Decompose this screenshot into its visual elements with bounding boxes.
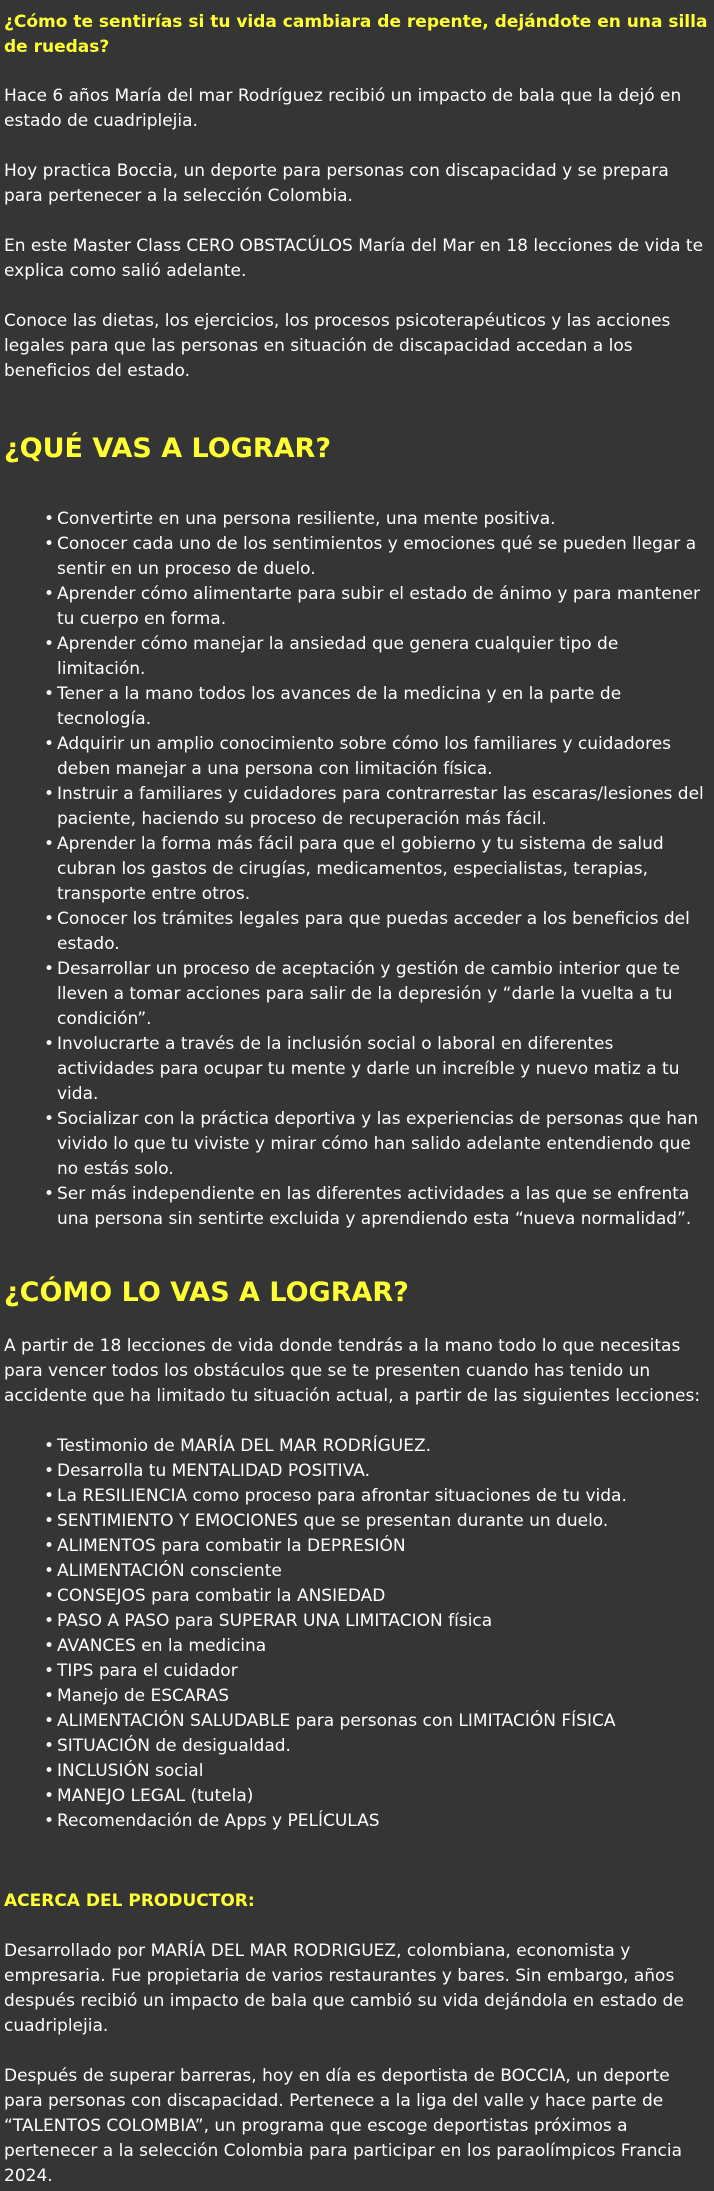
lesson-item: • PASO A PASO para SUPERAR UNA LIMITACION física [44,1609,710,1634]
logro-item: • Aprender la forma más fácil para que el gobierno y tu sistema de salud cubran los gastos de cirugías, medicamentos, especialistas, terapias, transporte entre otros. [44,832,710,907]
lesson-item: • ALIMENTACIÓN consciente [44,1559,710,1584]
lesson-item: • ALIMENTACIÓN SALUDABLE para personas con LIMITACIÓN FÍSICA [44,1709,710,1734]
logros-heading: ¿QUÉ VAS A LOGRAR? [4,433,331,464]
como-heading: ¿CÓMO LO VAS A LOGRAR? [4,1277,409,1308]
lesson-item: • INCLUSIÓN social [44,1759,710,1784]
logro-item: • Socializar con la práctica deportiva y las experiencias de personas que han vivido lo que tu viviste y mirar cómo han salido adelante entendiendo que no estás solo. [44,1107,710,1182]
lesson-item: • Testimonio de MARÍA DEL MAR RODRÍGUEZ. [44,1434,710,1459]
lesson-item: • TIPS para el cuidador [44,1659,710,1684]
logro-item: • Aprender cómo manejar la ansiedad que genera cualquier tipo de limitación. [44,632,710,682]
intro-paragraph: En este Master Class CERO OBSTACÚLOS María del Mar en 18 lecciones de vida te explica como salió adelante. [4,236,704,281]
logro-item: • Convertirte en una persona resiliente, una mente positiva. [44,507,710,532]
lesson-item: • Manejo de ESCARAS [44,1684,710,1709]
intro-paragraph: Conoce las dietas, los ejercicios, los procesos psicoterapéuticos y las acciones legales para que las personas en situación de discapacidad accedan a los beneficios del estado. [4,311,671,381]
intro-paragraph: Hoy practica Boccia, un deporte para personas con discapacidad y se prepara para pertenecer a la selección Colombia. [4,161,669,206]
logro-item: • Conocer los trámites legales para que puedas acceder a los beneficios del estado. [44,907,710,957]
como-intro: A partir de 18 lecciones de vida donde tendrás a la mano todo lo que necesitas para vencer todos los obstáculos que se te presenten cuando has tenido un accidente que ha limitado tu situación actual, a partir de las siguientes lecciones: [4,1336,701,1406]
logro-item: • Instruir a familiares y cuidadores para contrarrestar las escaras/lesiones del paciente, haciendo su proceso de recuperación más fácil. [44,782,710,832]
lesson-item: • SENTIMIENTO Y EMOCIONES que se presentan durante un duelo. [44,1509,710,1534]
logro-item: • Desarrollar un proceso de aceptación y gestión de cambio interior que te lleven a tomar acciones para salir de la depresión y “darle la vuelta a tu condición”. [44,957,710,1032]
lesson-item: • Desarrolla tu MENTALIDAD POSITIVA. [44,1459,710,1484]
logros-list [4,507,710,1232]
lead-question: ¿Cómo te sentirías si tu vida cambiara de repente, dejándote en una silla de ruedas? [4,12,708,57]
productor-paragraph: Después de superar barreras, hoy en día es deportista de BOCCIA, un deporte para personas con discapacidad. Pertenece a la liga del valle y hace parte de “TALENTOS COLOMBIA”, un programa que escoge deportistas próximos a pertenecer a la selección Colombia para participar en los paraolímpicos Francia 2024. [4,2066,682,2186]
lesson-item: • La RESILIENCIA como proceso para afrontar situaciones de tu vida. [44,1484,710,1509]
intro-paragraph: Hace 6 años María del mar Rodríguez recibió un impacto de bala que la dejó en estado de cuadriplejia. [4,86,682,131]
lesson-item: • SITUACIÓN de desigualdad. [44,1734,710,1759]
logro-item: • Tener a la mano todos los avances de la medicina y en la parte de tecnología. [44,682,710,732]
logro-item: • Adquirir un amplio conocimiento sobre cómo los familiares y cuidadores deben manejar a una persona con limitación física. [44,732,710,782]
logro-item: • Ser más independiente en las diferentes actividades a las que se enfrenta una persona sin sentirte excluida y aprendiendo esta “nueva normalidad”. [44,1182,710,1232]
logro-item: • Involucrarte a través de la inclusión social o laboral en diferentes actividades para ocupar tu mente y darle un increíble y nuevo matiz a tu vida. [44,1032,710,1107]
lessons-list [4,1434,710,1834]
lesson-item: • AVANCES en la medicina [44,1634,710,1659]
logro-item: • Conocer cada uno de los sentimientos y emociones qué se pueden llegar a sentir en un proceso de duelo. [44,532,710,582]
productor-heading: ACERCA DEL PRODUCTOR: [4,1891,255,1911]
productor-paragraph: Desarrollado por MARÍA DEL MAR RODRIGUEZ, colombiana, economista y empresaria. Fue propietaria de varios restaurantes y bares. Sin embargo, años después recibió un impacto de bala que cambió su vida dejándola en estado de cuadriplejia. [4,1941,684,2036]
lesson-item: • ALIMENTOS para combatir la DEPRESIÓN [44,1534,710,1559]
lesson-item: • MANEJO LEGAL (tutela) [44,1784,710,1809]
lesson-item: • Recomendación de Apps y PELÍCULAS [44,1809,710,1834]
lesson-item: • CONSEJOS para combatir la ANSIEDAD [44,1584,710,1609]
logro-item: • Aprender cómo alimentarte para subir el estado de ánimo y para mantener tu cuerpo en forma. [44,582,710,632]
